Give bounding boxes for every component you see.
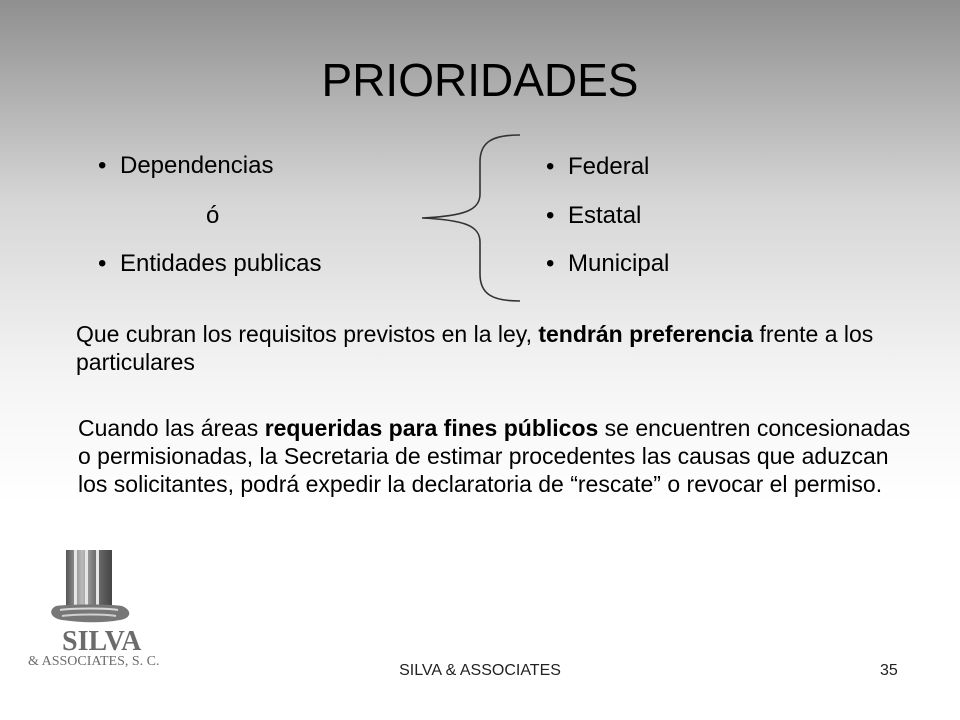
list-item-label: Entidades publicas bbox=[120, 250, 322, 277]
bullet-icon: • bbox=[546, 153, 555, 180]
list-item-label: Municipal bbox=[568, 250, 670, 277]
list-item bbox=[98, 154, 273, 178]
list-item bbox=[546, 155, 649, 179]
paragraph-bold-text: requeridas para fines públicos bbox=[264, 415, 599, 441]
list-item-label: Federal bbox=[568, 153, 650, 180]
footer-text: SILVA & ASSOCIATES bbox=[399, 662, 561, 679]
column-icon bbox=[28, 548, 178, 638]
brace-icon bbox=[420, 132, 530, 304]
paragraph-text: Cuando las áreas bbox=[78, 415, 265, 441]
slide-title: PRIORIDADES bbox=[321, 54, 639, 106]
logo-name: SILVA bbox=[62, 626, 142, 657]
paragraph-bold-text: tendrán preferencia bbox=[538, 321, 754, 347]
logo-subtitle: & ASSOCIATES, S. C. bbox=[28, 654, 160, 669]
paragraph-text: se encuentren concesionadas o permisionadas, la Secretaria de estimar procedentes las causas que aduzcan los solicitantes, podrá expedir la declaratoria de “rescate” o revocar el permiso. bbox=[78, 415, 911, 497]
list-item bbox=[98, 252, 321, 276]
bullet-icon: • bbox=[98, 250, 107, 277]
bullet-icon: • bbox=[546, 250, 555, 277]
list-item-label: Estatal bbox=[568, 202, 642, 229]
paragraph-text: frente a los particulares bbox=[76, 321, 874, 375]
bullet-icon: • bbox=[546, 202, 555, 229]
connector-text: ó bbox=[206, 202, 220, 229]
page-number: 35 bbox=[880, 662, 898, 679]
list-item-label: Dependencias bbox=[120, 152, 274, 179]
paragraph-rescue bbox=[78, 414, 918, 498]
paragraph-preference bbox=[76, 320, 916, 376]
list-item bbox=[546, 252, 669, 276]
bullet-icon: • bbox=[98, 152, 107, 179]
paragraph-text: Que cubran los requisitos previstos en la ley, bbox=[76, 321, 539, 347]
list-item bbox=[546, 204, 641, 228]
